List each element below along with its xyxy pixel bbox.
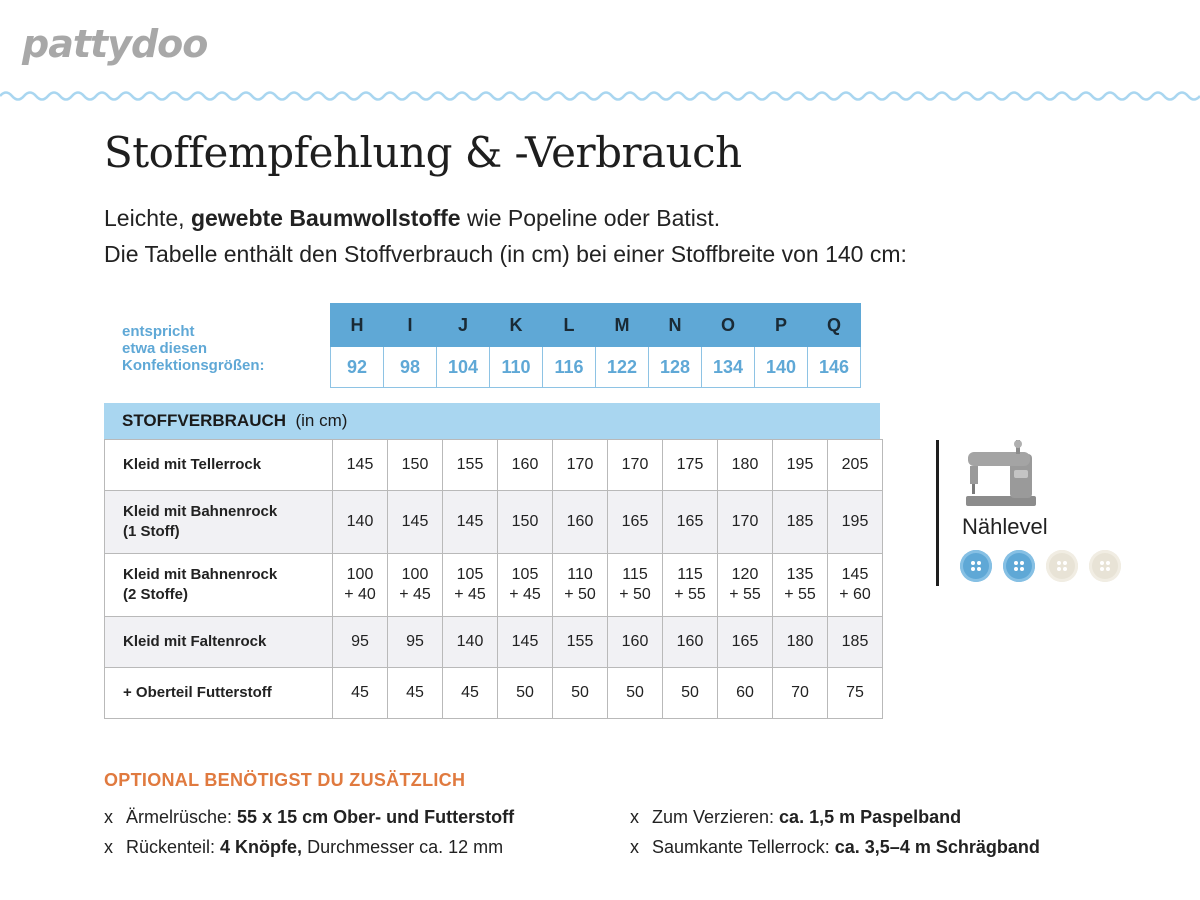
level-label: Nählevel	[962, 514, 1048, 539]
page-title: Stoffempfehlung & -Verbrauch	[104, 128, 742, 177]
optional-item-label: Ärmelrüsche:	[126, 807, 238, 827]
optional-item-amount: ca. 3,5–4 m Schrägband	[834, 837, 1040, 857]
size-letter: N	[649, 304, 702, 347]
usage-cell: 45	[333, 668, 388, 719]
usage-cell	[608, 554, 663, 617]
usage-cell	[388, 554, 443, 617]
usage-cell: 175	[663, 440, 718, 491]
usage-cell	[443, 554, 498, 617]
optional-item	[104, 832, 514, 862]
usage-cell: 145	[443, 491, 498, 554]
usage-cell-line: + 55	[729, 586, 761, 603]
level-rating	[960, 550, 1121, 582]
intro-line-2: Die Tabelle enthält den Stoffverbrauch (in cm) bei einer Stoffbreite von 140 cm:	[104, 241, 907, 267]
usage-row	[105, 617, 883, 668]
usage-cell	[773, 554, 828, 617]
size-letter: Q	[808, 304, 861, 347]
usage-cell: 145	[388, 491, 443, 554]
usage-cell: 205	[828, 440, 883, 491]
size-letter: I	[384, 304, 437, 347]
usage-cell: 170	[718, 491, 773, 554]
usage-cell: 160	[498, 440, 553, 491]
size-number: 98	[384, 347, 437, 388]
usage-cell: 165	[718, 617, 773, 668]
usage-cell: 180	[718, 440, 773, 491]
usage-row-label-line: Kleid mit Tellerrock	[123, 456, 262, 473]
usage-cell: 150	[388, 440, 443, 491]
size-number: 116	[543, 347, 596, 388]
optional-item-amount: 55 x 15 cm Ober- und Futterstoff	[237, 807, 515, 827]
usage-cell	[553, 554, 608, 617]
bullet-x: x	[104, 807, 113, 827]
optional-list-left	[104, 802, 514, 862]
size-letter: K	[490, 304, 543, 347]
usage-cell: 185	[773, 491, 828, 554]
usage-row-label-line: Kleid mit Bahnenrock	[123, 503, 278, 520]
usage-cell: 155	[443, 440, 498, 491]
usage-cell	[333, 554, 388, 617]
usage-header-title: STOFFVERBRAUCH	[122, 411, 287, 430]
usage-row	[105, 440, 883, 491]
usage-cell-line: 115	[677, 566, 703, 583]
level-button-filled	[960, 550, 992, 582]
usage-cell: 50	[498, 668, 553, 719]
size-label	[122, 323, 265, 374]
usage-cell-line: + 45	[399, 586, 431, 603]
bullet-x: x	[104, 837, 113, 857]
usage-cell: 70	[773, 668, 828, 719]
usage-row-label-line: Kleid mit Faltenrock	[123, 633, 267, 650]
button-holes-icon	[971, 561, 981, 571]
intro-line-1-post: wie Popeline oder Batist.	[460, 205, 721, 231]
usage-cell-line: 105	[456, 566, 484, 583]
level-button-empty	[1089, 550, 1121, 582]
intro-line-1	[104, 200, 907, 236]
usage-row-label	[105, 668, 333, 719]
optional-item	[630, 802, 1040, 832]
usage-cell	[828, 554, 883, 617]
intro-text	[104, 200, 907, 272]
usage-cell-line: 110	[567, 566, 593, 583]
usage-cell: 60	[718, 668, 773, 719]
usage-cell: 165	[663, 491, 718, 554]
usage-row-label-line: (2 Stoffe)	[123, 586, 188, 603]
usage-row	[105, 491, 883, 554]
usage-row-label-line: Kleid mit Bahnenrock	[123, 566, 278, 583]
usage-cell: 95	[388, 617, 443, 668]
size-label-line-2: etwa diesen	[122, 340, 208, 357]
usage-row-label	[105, 491, 333, 554]
usage-cell-line: 100	[401, 566, 429, 583]
size-letter: H	[331, 304, 384, 347]
intro-line-1-bold: gewebte Baumwollstoffe	[190, 205, 461, 231]
usage-cell-line: 145	[841, 566, 869, 583]
usage-header	[104, 403, 880, 439]
size-letter: M	[596, 304, 649, 347]
size-label-line-1: entspricht	[122, 323, 195, 340]
usage-cell: 145	[333, 440, 388, 491]
button-holes-icon	[1014, 561, 1024, 571]
button-holes-icon	[1057, 561, 1067, 571]
optional-item-label: Zum Verzieren:	[652, 807, 780, 827]
usage-cell-line: + 45	[454, 586, 486, 603]
optional-item	[630, 832, 1040, 862]
usage-cell: 45	[388, 668, 443, 719]
usage-cell: 140	[333, 491, 388, 554]
optional-item	[104, 802, 514, 832]
sewing-machine-icon	[962, 440, 1040, 508]
usage-cell	[718, 554, 773, 617]
usage-cell: 145	[498, 617, 553, 668]
size-number-row	[331, 347, 861, 388]
usage-cell-line: + 45	[509, 586, 541, 603]
optional-item-detail: Durchmesser ca. 12 mm	[302, 837, 504, 857]
usage-row-label-line: + Oberteil Futterstoff	[123, 684, 272, 701]
usage-cell: 185	[828, 617, 883, 668]
usage-cell	[663, 554, 718, 617]
usage-row	[105, 554, 883, 617]
size-letter: J	[437, 304, 490, 347]
usage-cell-line: 100	[346, 566, 374, 583]
optional-item-amount: ca. 1,5 m Paspelband	[779, 807, 962, 827]
level-button-empty	[1046, 550, 1078, 582]
usage-cell: 195	[773, 440, 828, 491]
usage-cell-line: + 50	[564, 586, 596, 603]
size-letter: L	[543, 304, 596, 347]
usage-cell: 195	[828, 491, 883, 554]
usage-row-label	[105, 440, 333, 491]
usage-cell-line: 105	[511, 566, 539, 583]
bullet-x: x	[630, 837, 639, 857]
size-number: 128	[649, 347, 702, 388]
usage-table	[104, 439, 883, 719]
size-number: 140	[755, 347, 808, 388]
usage-cell-line: + 50	[619, 586, 651, 603]
usage-cell: 50	[553, 668, 608, 719]
usage-cell-line: + 55	[674, 586, 706, 603]
usage-cell: 180	[773, 617, 828, 668]
optional-title: OPTIONAL BENÖTIGST DU ZUSÄTZLICH	[104, 770, 466, 790]
optional-item-label: Rückenteil:	[126, 837, 221, 857]
size-letter: P	[755, 304, 808, 347]
intro-line-1-pre: Leichte,	[104, 205, 191, 231]
brand-logo: pattydoo	[22, 22, 208, 66]
usage-row	[105, 668, 883, 719]
size-letter: O	[702, 304, 755, 347]
usage-cell: 170	[553, 440, 608, 491]
usage-row-label	[105, 554, 333, 617]
usage-cell-line: 120	[731, 566, 759, 583]
bullet-x: x	[630, 807, 639, 827]
usage-cell-line: + 40	[344, 586, 376, 603]
usage-cell	[498, 554, 553, 617]
size-number: 122	[596, 347, 649, 388]
size-number: 104	[437, 347, 490, 388]
usage-cell: 50	[608, 668, 663, 719]
usage-cell-line: + 60	[839, 586, 871, 603]
usage-cell: 45	[443, 668, 498, 719]
usage-cell-line: 115	[622, 566, 648, 583]
size-table	[330, 303, 861, 388]
size-number: 110	[490, 347, 543, 388]
optional-item-label: Saumkante Tellerrock:	[652, 837, 835, 857]
usage-cell: 50	[663, 668, 718, 719]
size-number: 92	[331, 347, 384, 388]
usage-cell: 160	[663, 617, 718, 668]
level-button-filled	[1003, 550, 1035, 582]
usage-row-label-line: (1 Stoff)	[123, 523, 180, 540]
usage-cell: 155	[553, 617, 608, 668]
optional-list-right	[630, 802, 1040, 862]
usage-cell: 95	[333, 617, 388, 668]
usage-row-label	[105, 617, 333, 668]
usage-header-unit: (in cm)	[295, 411, 348, 430]
usage-cell: 150	[498, 491, 553, 554]
usage-cell: 170	[608, 440, 663, 491]
usage-cell-line: + 55	[784, 586, 816, 603]
size-number: 146	[808, 347, 861, 388]
size-letter-row	[331, 304, 861, 347]
button-holes-icon	[1100, 561, 1110, 571]
size-label-line-3: Konfektionsgrößen:	[122, 357, 265, 374]
usage-cell-line: 135	[786, 566, 814, 583]
usage-cell: 160	[608, 617, 663, 668]
usage-cell: 165	[608, 491, 663, 554]
wave-divider	[0, 84, 1200, 108]
usage-cell: 160	[553, 491, 608, 554]
size-number: 134	[702, 347, 755, 388]
optional-item-amount: 4 Knöpfe,	[220, 837, 303, 857]
usage-cell: 140	[443, 617, 498, 668]
usage-cell: 75	[828, 668, 883, 719]
